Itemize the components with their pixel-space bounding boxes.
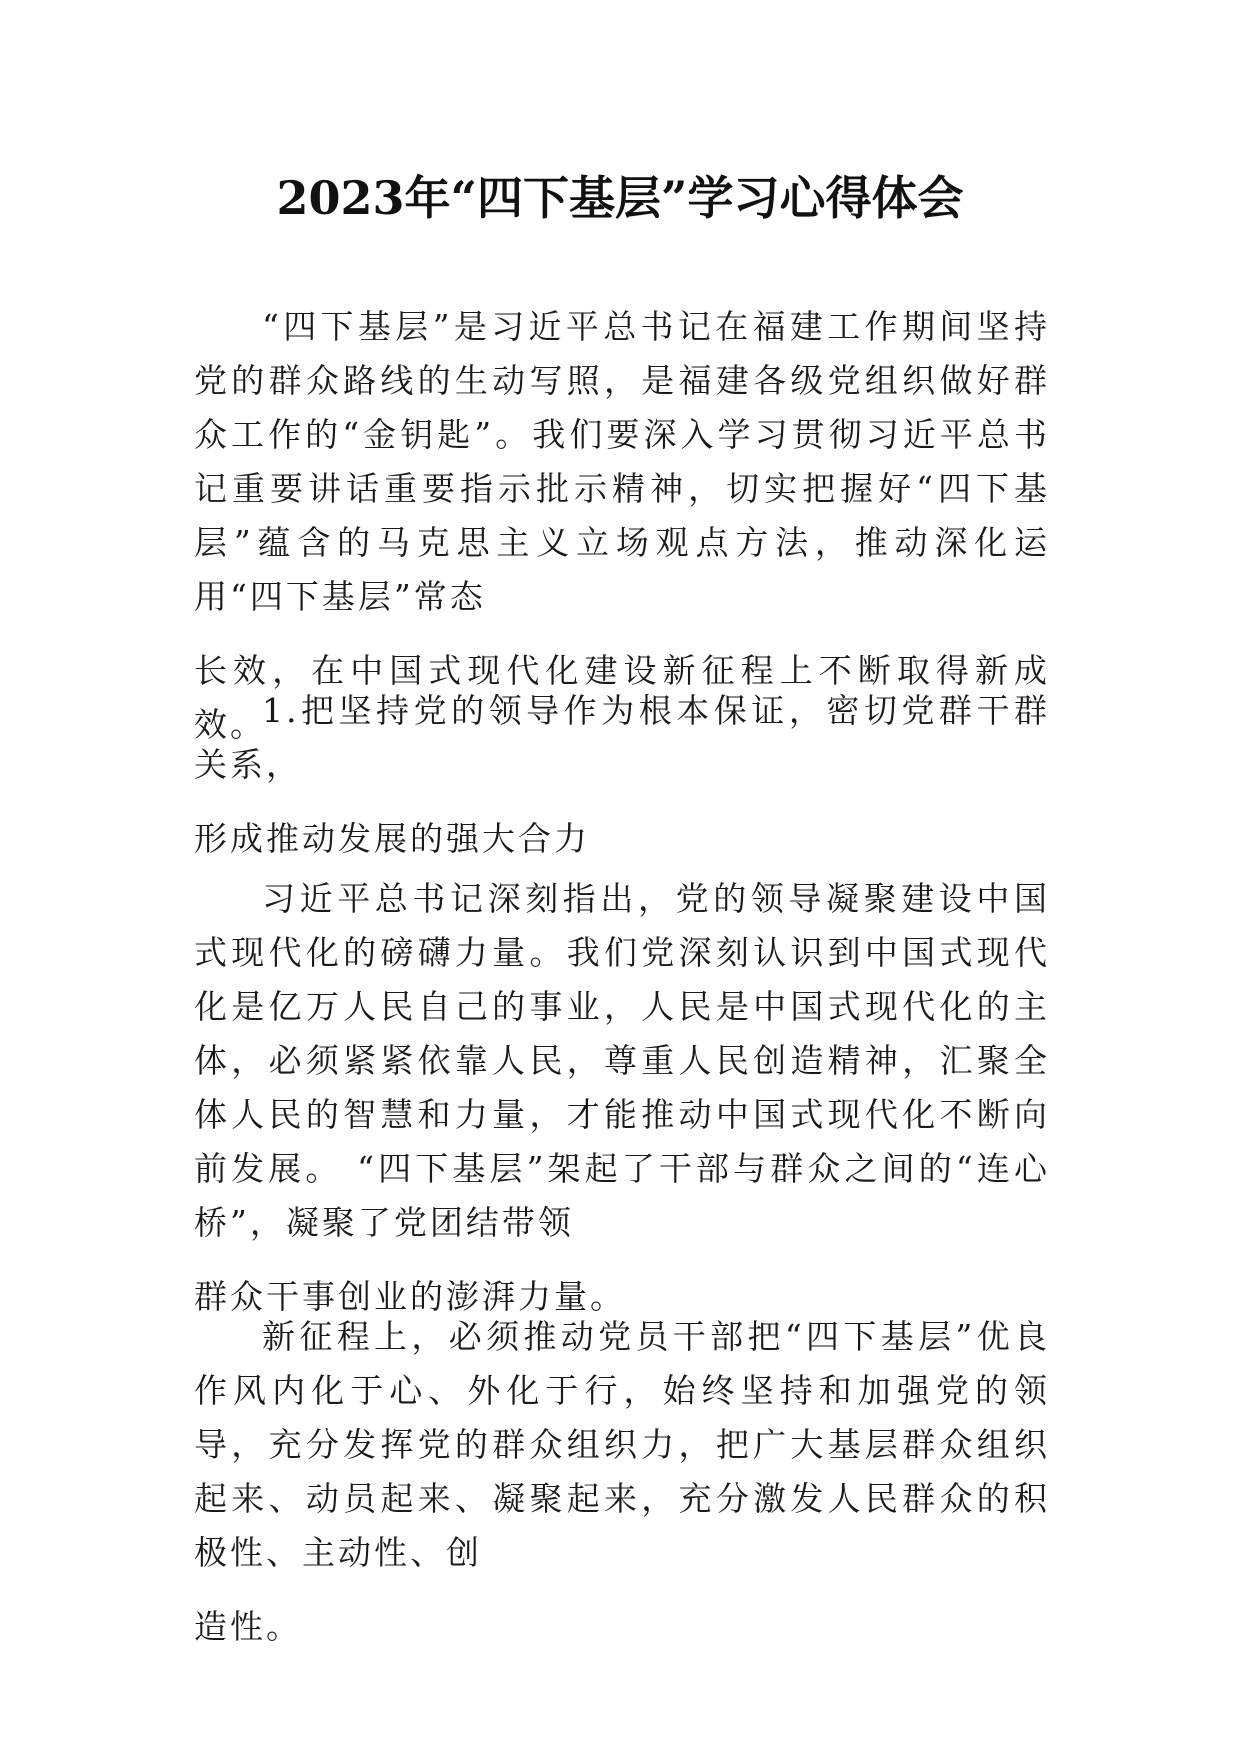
section-heading-1 (194, 684, 1050, 866)
paragraph-intro-last-line: 长效，在中国式现代化建设新征程上不断取得新成效。 (194, 651, 1050, 744)
section-heading-1-text: 1.把坚持党的领导作为根本保证，密切党群干群关系， (194, 691, 1050, 784)
paragraph-intro-body: “四下基层”是习近平总书记在福建工作期间坚持党的群众路线的生动写照，是福建各级党组织做好群众工作的“金钥匙”。我们要深入学习贯彻习近平总书记重要讲话重要指示批示精神，切实把握好“四下基层”蕴含的马克思主义立场观点方法，推动深化运用“四下基层”常态 (194, 307, 1050, 616)
paragraph-leadership (194, 872, 1050, 1324)
paragraph-new-journey-body: 新征程上，必须推动党员干部把“四下基层”优良作风内化于心、外化于行，始终坚持和加强党的领导，充分发挥党的群众组织力，把广大基层群众组织起来、动员起来、凝聚起来，充分激发人民群众的积极性、主动性、创 (194, 1317, 1050, 1572)
section-heading-1-last-line: 形成推动发展的强大合力 (194, 819, 590, 858)
paragraph-leadership-last-line: 群众干事创业的澎湃力量。 (194, 1277, 626, 1316)
paragraph-leadership-body: 习近平总书记深刻指出，党的领导凝聚建设中国式现代化的磅礴力量。我们党深刻认识到中国式现代化是亿万人民自己的事业，人民是中国式现代化的主体，必须紧紧依靠人民，尊重人民创造精神，汇聚全体人民的智慧和力量，才能推动中国式现代化不断向前发展。 “四下基层”架起了干部与群众之间的“连心桥”，凝聚了党团结带领 (194, 879, 1050, 1242)
paragraph-new-journey-last-line: 造性。 (194, 1607, 302, 1646)
paragraph-new-journey (194, 1310, 1050, 1654)
page-title: 2023年“四下基层”学习心得体会 (276, 171, 964, 225)
